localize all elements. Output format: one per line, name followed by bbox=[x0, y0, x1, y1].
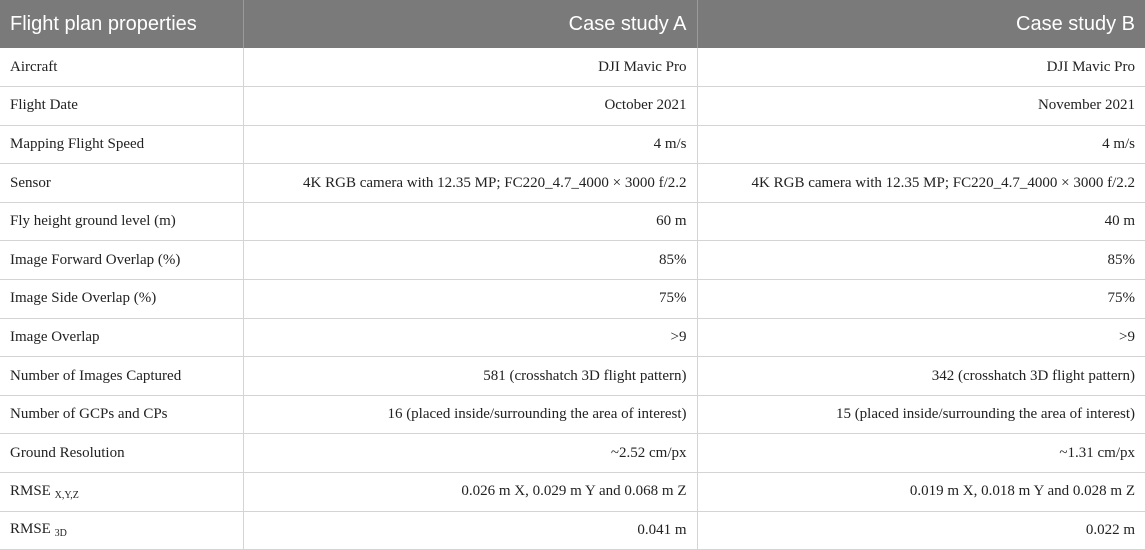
case-b-value: DJI Mavic Pro bbox=[697, 48, 1145, 87]
case-b-value: 15 (placed inside/surrounding the area of interest) bbox=[697, 395, 1145, 434]
case-a-value: 75% bbox=[243, 280, 697, 319]
case-b-value: 40 m bbox=[697, 202, 1145, 241]
row-label-subscript: X,Y,Z bbox=[54, 489, 79, 501]
row-label: Mapping Flight Speed bbox=[0, 125, 243, 164]
case-b-value: >9 bbox=[697, 318, 1145, 357]
case-b-value: November 2021 bbox=[697, 87, 1145, 126]
table-row bbox=[0, 511, 1145, 550]
table-row bbox=[0, 241, 1145, 280]
case-b-value: 342 (crosshatch 3D flight pattern) bbox=[697, 357, 1145, 396]
row-label: Ground Resolution bbox=[0, 434, 243, 473]
row-label-subscript: 3D bbox=[54, 528, 67, 540]
header-case-b: Case study B bbox=[697, 0, 1145, 48]
table-row bbox=[0, 434, 1145, 473]
row-label: Flight Date bbox=[0, 87, 243, 126]
table-row bbox=[0, 357, 1145, 396]
table-row bbox=[0, 125, 1145, 164]
header-row bbox=[0, 0, 1145, 48]
case-a-value: 60 m bbox=[243, 202, 697, 241]
table-row bbox=[0, 164, 1145, 203]
case-b-value: 0.022 m bbox=[697, 511, 1145, 550]
header-case-a: Case study A bbox=[243, 0, 697, 48]
row-label: Image Side Overlap (%) bbox=[0, 280, 243, 319]
case-a-value: October 2021 bbox=[243, 87, 697, 126]
case-a-value: ~2.52 cm/px bbox=[243, 434, 697, 473]
row-label: Number of GCPs and CPs bbox=[0, 395, 243, 434]
case-a-value: 4K RGB camera with 12.35 MP; FC220_4.7_4000 × 3000 f/2.2 bbox=[243, 164, 697, 203]
case-b-value: 0.019 m X, 0.018 m Y and 0.028 m Z bbox=[697, 473, 1145, 512]
row-label: Fly height ground level (m) bbox=[0, 202, 243, 241]
row-label-main: RMSE bbox=[10, 482, 51, 499]
row-label: Sensor bbox=[0, 164, 243, 203]
case-a-value: 4 m/s bbox=[243, 125, 697, 164]
case-a-value: 16 (placed inside/surrounding the area of interest) bbox=[243, 395, 697, 434]
row-label: Image Overlap bbox=[0, 318, 243, 357]
table-row bbox=[0, 280, 1145, 319]
case-a-value: 0.026 m X, 0.029 m Y and 0.068 m Z bbox=[243, 473, 697, 512]
table-row bbox=[0, 318, 1145, 357]
table-body bbox=[0, 48, 1145, 550]
table-row bbox=[0, 48, 1145, 87]
row-label: Image Forward Overlap (%) bbox=[0, 241, 243, 280]
table-header bbox=[0, 0, 1145, 48]
case-b-value: 85% bbox=[697, 241, 1145, 280]
case-b-value: 75% bbox=[697, 280, 1145, 319]
table-row bbox=[0, 202, 1145, 241]
row-label: Number of Images Captured bbox=[0, 357, 243, 396]
table-row bbox=[0, 473, 1145, 512]
case-a-value: >9 bbox=[243, 318, 697, 357]
case-b-value: ~1.31 cm/px bbox=[697, 434, 1145, 473]
row-label: Aircraft bbox=[0, 48, 243, 87]
table-row bbox=[0, 395, 1145, 434]
row-label bbox=[0, 473, 243, 512]
row-label bbox=[0, 511, 243, 550]
case-b-value: 4K RGB camera with 12.35 MP; FC220_4.7_4000 × 3000 f/2.2 bbox=[697, 164, 1145, 203]
case-a-value: 0.041 m bbox=[243, 511, 697, 550]
row-label-main: RMSE bbox=[10, 521, 51, 538]
case-a-value: 85% bbox=[243, 241, 697, 280]
table-row bbox=[0, 87, 1145, 126]
case-a-value: DJI Mavic Pro bbox=[243, 48, 697, 87]
case-b-value: 4 m/s bbox=[697, 125, 1145, 164]
header-properties: Flight plan properties bbox=[0, 0, 243, 48]
case-a-value: 581 (crosshatch 3D flight pattern) bbox=[243, 357, 697, 396]
